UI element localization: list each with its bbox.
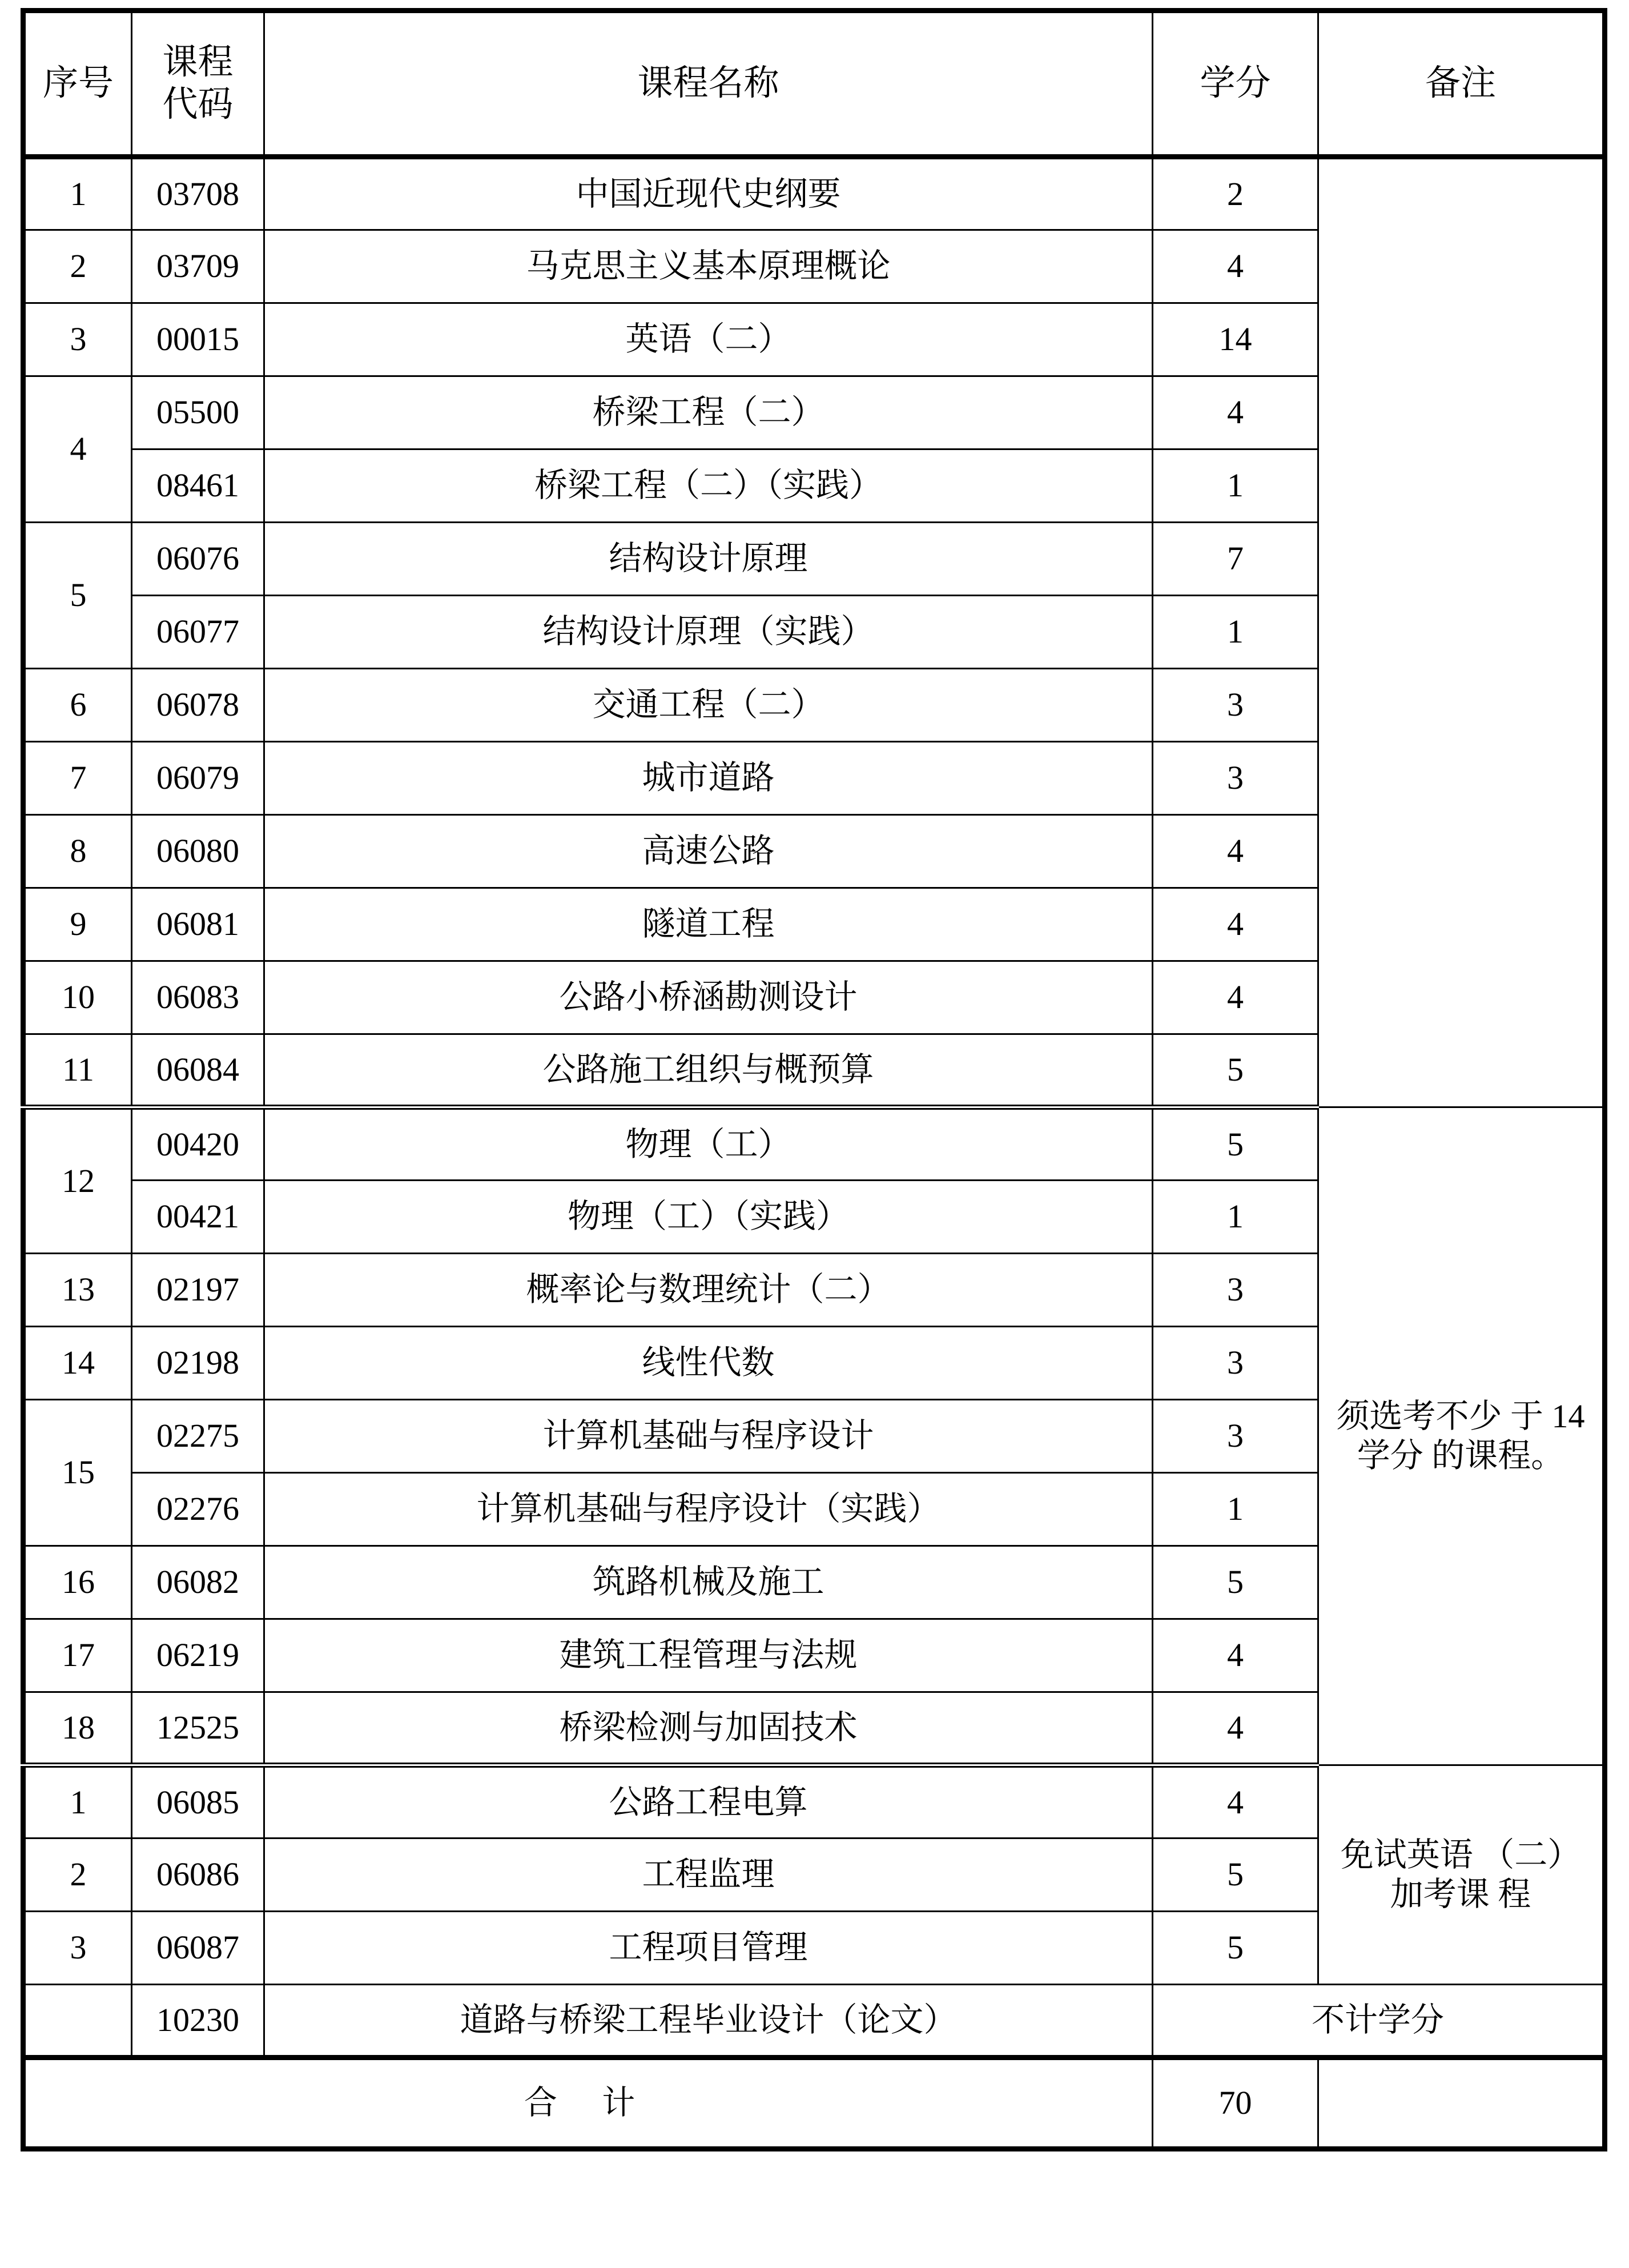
cell-code: 06078 (132, 669, 264, 742)
cell-code: 03709 (132, 230, 264, 303)
cell-code: 06083 (132, 961, 264, 1034)
cell-course-name: 物理（工）（实践） (264, 1181, 1153, 1254)
cell-credit: 4 (1153, 961, 1318, 1034)
cell-credit: 4 (1153, 815, 1318, 888)
cell-serial: 4 (23, 376, 132, 523)
cell-serial: 14 (23, 1327, 132, 1400)
header-course-code-line1: 课程 (162, 43, 234, 82)
course-plan-table (21, 8, 1607, 2151)
cell-credit: 5 (1153, 1839, 1318, 1912)
cell-serial (23, 1985, 132, 2058)
table-body (23, 157, 1605, 2149)
cell-code: 06077 (132, 596, 264, 669)
cell-course-name: 概率论与数理统计（二） (264, 1254, 1153, 1327)
cell-serial: 3 (23, 1912, 132, 1985)
document-page (0, 8, 1629, 2268)
cell-remark-section-elective (1318, 1107, 1605, 1765)
cell-credit: 5 (1153, 1034, 1318, 1107)
cell-code: 02197 (132, 1254, 264, 1327)
cell-serial: 17 (23, 1619, 132, 1692)
cell-code: 08461 (132, 449, 264, 523)
cell-serial: 1 (23, 157, 132, 230)
header-credit: 学分 (1153, 11, 1318, 157)
total-label: 合 计 (23, 2058, 1153, 2149)
cell-credit: 14 (1153, 303, 1318, 376)
cell-course-name: 公路小桥涵勘测设计 (264, 961, 1153, 1034)
cell-serial: 13 (23, 1254, 132, 1327)
cell-course-name: 工程项目管理 (264, 1912, 1153, 1985)
cell-credit: 7 (1153, 523, 1318, 596)
remark-line: 免试英语 (1340, 1836, 1473, 1874)
cell-code: 06085 (132, 1765, 264, 1839)
cell-credit-note: 不计学分 (1153, 1985, 1605, 2058)
cell-code: 06081 (132, 888, 264, 961)
cell-serial: 15 (23, 1400, 132, 1546)
remark-line: 于 14 学分 (1357, 1398, 1585, 1474)
cell-code: 06086 (132, 1839, 264, 1912)
total-remark (1318, 2058, 1605, 2149)
cell-credit: 1 (1153, 596, 1318, 669)
cell-serial: 6 (23, 669, 132, 742)
cell-serial: 10 (23, 961, 132, 1034)
cell-course-name: 建筑工程管理与法规 (264, 1619, 1153, 1692)
cell-serial: 18 (23, 1692, 132, 1765)
table-row (23, 1107, 1605, 1181)
header-course-name: 课程名称 (264, 11, 1153, 157)
cell-serial: 3 (23, 303, 132, 376)
cell-course-name: 结构设计原理 (264, 523, 1153, 596)
cell-code: 06082 (132, 1546, 264, 1619)
cell-serial: 2 (23, 1839, 132, 1912)
header-serial-number: 序号 (23, 11, 132, 157)
cell-serial: 16 (23, 1546, 132, 1619)
cell-credit: 1 (1153, 1181, 1318, 1254)
cell-credit: 5 (1153, 1912, 1318, 1985)
cell-code: 06076 (132, 523, 264, 596)
cell-serial: 2 (23, 230, 132, 303)
cell-credit: 3 (1153, 1254, 1318, 1327)
cell-serial: 8 (23, 815, 132, 888)
cell-course-name: 马克思主义基本原理概论 (264, 230, 1153, 303)
cell-code: 03708 (132, 157, 264, 230)
table-row (23, 157, 1605, 230)
table-row-total (23, 2058, 1605, 2149)
cell-code: 12525 (132, 1692, 264, 1765)
cell-serial: 7 (23, 742, 132, 815)
cell-course-name: 工程监理 (264, 1839, 1153, 1912)
cell-serial: 1 (23, 1765, 132, 1839)
cell-course-name: 公路工程电算 (264, 1765, 1153, 1839)
cell-course-name: 筑路机械及施工 (264, 1546, 1153, 1619)
cell-credit: 2 (1153, 157, 1318, 230)
cell-remark-section-required (1318, 157, 1605, 1107)
cell-course-name: 桥梁工程（二） (264, 376, 1153, 449)
header-remark: 备注 (1318, 11, 1605, 157)
cell-course-name: 计算机基础与程序设计（实践） (264, 1473, 1153, 1546)
cell-code: 06087 (132, 1912, 264, 1985)
header-course-code (132, 11, 264, 157)
cell-code: 05500 (132, 376, 264, 449)
table-header-row (23, 11, 1605, 157)
remark-line: 程 (1498, 1875, 1531, 1913)
cell-code: 02276 (132, 1473, 264, 1546)
cell-course-name: 结构设计原理（实践） (264, 596, 1153, 669)
cell-course-name: 交通工程（二） (264, 669, 1153, 742)
remark-line: 的课程。 (1431, 1436, 1564, 1474)
cell-code: 02198 (132, 1327, 264, 1400)
cell-course-name: 隧道工程 (264, 888, 1153, 961)
cell-course-name: 物理（工） (264, 1107, 1153, 1181)
cell-course-name: 英语（二） (264, 303, 1153, 376)
cell-credit: 5 (1153, 1107, 1318, 1181)
remark-line: （二）加考课 (1390, 1836, 1581, 1913)
cell-credit: 4 (1153, 1692, 1318, 1765)
cell-code: 06079 (132, 742, 264, 815)
cell-code: 02275 (132, 1400, 264, 1473)
cell-credit: 4 (1153, 888, 1318, 961)
cell-credit: 4 (1153, 1619, 1318, 1692)
cell-course-name: 城市道路 (264, 742, 1153, 815)
cell-credit: 3 (1153, 742, 1318, 815)
table-row (23, 1765, 1605, 1839)
header-course-code-line2: 代码 (162, 85, 234, 124)
cell-credit: 4 (1153, 1765, 1318, 1839)
cell-serial: 12 (23, 1107, 132, 1254)
cell-course-name: 线性代数 (264, 1327, 1153, 1400)
cell-code: 00420 (132, 1107, 264, 1181)
cell-course-name: 桥梁检测与加固技术 (264, 1692, 1153, 1765)
cell-serial: 5 (23, 523, 132, 669)
cell-course-name: 桥梁工程（二）（实践） (264, 449, 1153, 523)
cell-code: 10230 (132, 1985, 264, 2058)
table-row-thesis (23, 1985, 1605, 2058)
cell-course-name: 公路施工组织与概预算 (264, 1034, 1153, 1107)
cell-credit: 3 (1153, 1400, 1318, 1473)
cell-code: 06219 (132, 1619, 264, 1692)
cell-credit: 4 (1153, 230, 1318, 303)
cell-course-name: 高速公路 (264, 815, 1153, 888)
remark-line: 须选考不少 (1336, 1398, 1502, 1435)
cell-serial: 9 (23, 888, 132, 961)
cell-credit: 3 (1153, 669, 1318, 742)
cell-code: 00421 (132, 1181, 264, 1254)
cell-course-name: 中国近现代史纲要 (264, 157, 1153, 230)
cell-credit: 5 (1153, 1546, 1318, 1619)
cell-remark-section-makeup (1318, 1765, 1605, 1985)
cell-code: 06084 (132, 1034, 264, 1107)
cell-course-name: 计算机基础与程序设计 (264, 1400, 1153, 1473)
cell-code: 06080 (132, 815, 264, 888)
total-credit: 70 (1153, 2058, 1318, 2149)
cell-credit: 4 (1153, 376, 1318, 449)
cell-credit: 1 (1153, 449, 1318, 523)
cell-code: 00015 (132, 303, 264, 376)
cell-credit: 3 (1153, 1327, 1318, 1400)
cell-serial: 11 (23, 1034, 132, 1107)
cell-course-name: 道路与桥梁工程毕业设计（论文） (264, 1985, 1153, 2058)
cell-credit: 1 (1153, 1473, 1318, 1546)
